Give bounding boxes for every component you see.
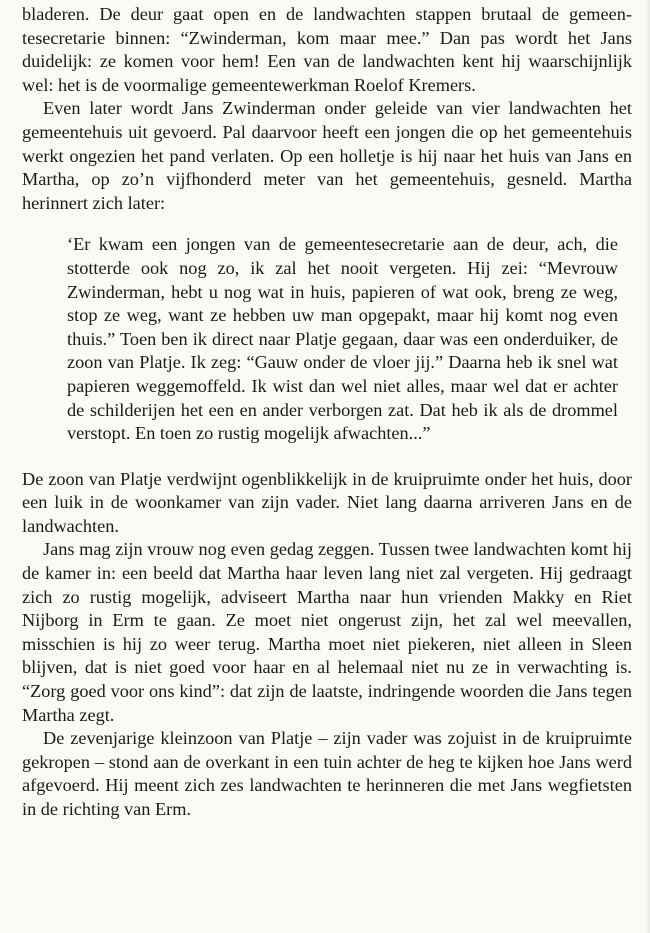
body-paragraph-5: De zevenjarige kleinzoon van Platje – zijn vader was zojuist in de kruipruimte gekropen – stond aan de overkant in een tuin achter de heg te kijken hoe Jans werd afgevoerd. Hij meent zich zes landwachten te herinneren die met Jans wegfietsten in de richting van Erm. <box>22 728 632 819</box>
body-paragraph-4: Jans mag zijn vrouw nog even gedag zeggen. Tussen twee landwachten komt hij de kamer in: een beeld dat Martha haar leven lang niet zal vergeten. Hij gedraagt zich zo rustig mogelijk, adviseert Martha naar hun vrienden Makky en Riet Nijborg in Erm te gaan. Ze moet niet ongerust zijn, het zal wel meevallen, misschien is hij zo weer terug. Martha moet niet piekeren, niet alleen in Sleen blijven, dat is niet goed voor haar en al helemaal niet nu ze in verwachting is. “Zorg goed voor ons kind”: dat zijn de laatste, indringende woorden die Jans tegen Martha zegt. <box>22 539 632 725</box>
body-paragraph-2: Even later wordt Jans Zwinderman onder geleide van vier landwachten het gemeentehuis uit gevoerd. Pal daarvoor heeft een jongen die op het gemeentehuis werkt ongezien het pand verlaten. Op een holletje is hij naar het huis van Jans en Martha, op zo’n vijfhonderd meter van het gemeentehuis, gesneld. Martha herinnert zich later: <box>22 98 632 213</box>
body-paragraph-1: bladeren. De deur gaat open en de landwachten stappen brutaal de gemeentesecretarie binnen: “Zwinderman, kom maar mee.” Dan pas wordt het Jans duidelijk: ze komen voor hem! Een van de landwachten kent hij waarschijnlijk wel: het is de voormalige gemeentewerkman Roelof Kremers. <box>22 4 632 95</box>
block-quote: ‘Er kwam een jongen van de gemeentesecretarie aan de deur, ach, die stotterde ook nog zo, ik zal het nooit vergeten. Hij zei: “Mevrouw Zwinderman, hebt u nog wat in huis, papieren of wat ook, breng ze weg, stop ze weg, want ze hebben uw man opgepakt, maar hij komt nog even thuis.” Toen ben ik direct naar Platje gegaan, daar was een onderduiker, de zoon van Platje. Ik zeg: “Gauw onder de vloer jij.” Daarna heb ik snel wat papieren weggemoffeld. Ik wist dan wel niet alles, maar wel dat er achter de schilderijen het een en ander verborgen zat. Dat heb ik als de drommel verstopt. En toen zo rustig mogelijk afwachten...” <box>67 234 618 444</box>
page-edge-shadow <box>646 0 650 933</box>
body-paragraph-3: De zoon van Platje verdwijnt ogenblikkelijk in de kruipruimte onder het huis, door een luik in de woonkamer van zijn vader. Niet lang daarna arriveren Jans en de landwachten. <box>22 468 632 536</box>
